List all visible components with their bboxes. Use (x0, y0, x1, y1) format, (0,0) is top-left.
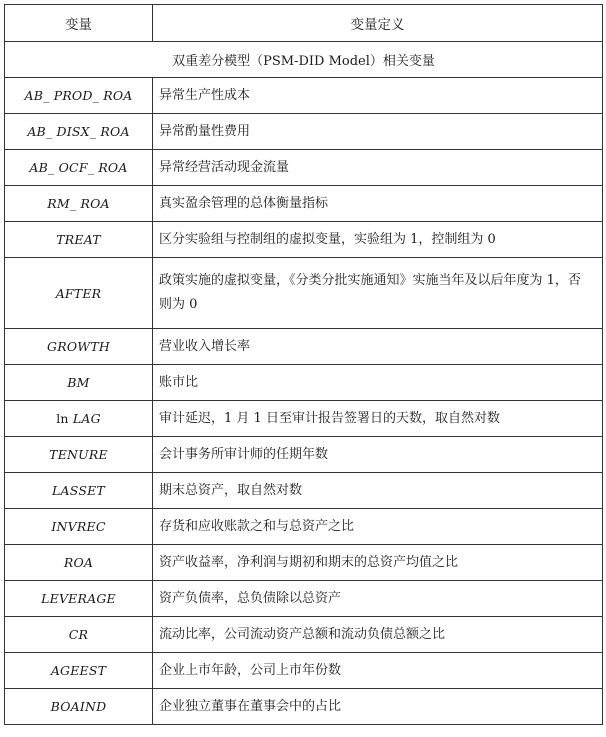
variable-name: CR (5, 617, 153, 653)
variable-definition: 营业收入增长率 (153, 329, 603, 365)
variable-name: LEVERAGE (5, 581, 153, 617)
variable-name: AGEEST (5, 653, 153, 689)
variable-name: TENURE (5, 437, 153, 473)
table-header-row (5, 5, 603, 42)
table-row (5, 509, 603, 545)
variable-name: LASSET (5, 473, 153, 509)
variable-definition: 存货和应收账款之和与总资产之比 (153, 509, 603, 545)
variable-name (5, 401, 153, 437)
variable-name: AB_ OCF_ ROA (5, 150, 153, 186)
table-row (5, 653, 603, 689)
variable-definition: 异常生产性成本 (153, 78, 603, 114)
variable-name: TREAT (5, 222, 153, 258)
table-row (5, 581, 603, 617)
table-row (5, 545, 603, 581)
variable-definition: 账市比 (153, 365, 603, 401)
variable-name: BOAIND (5, 689, 153, 725)
variable-name: AB_ DISX_ ROA (5, 114, 153, 150)
variable-definition: 企业上市年龄，公司上市年份数 (153, 653, 603, 689)
section-row (5, 42, 603, 78)
table-row (5, 473, 603, 509)
table-row (5, 222, 603, 258)
variable-definition: 会计事务所审计师的任期年数 (153, 437, 603, 473)
table-row (5, 186, 603, 222)
header-variable: 变量 (5, 5, 153, 42)
table-row (5, 114, 603, 150)
variable-name: INVREC (5, 509, 153, 545)
table-row (5, 401, 603, 437)
variable-definition: 区分实验组与控制组的虚拟变量，实验组为 1，控制组为 0 (153, 222, 603, 258)
variable-definition: 异常酌量性费用 (153, 114, 603, 150)
variable-name: AFTER (5, 258, 153, 329)
variable-definition: 资产负债率，总负债除以总资产 (153, 581, 603, 617)
table-row (5, 617, 603, 653)
variable-name: RM_ ROA (5, 186, 153, 222)
variable-definition: 期末总资产，取自然对数 (153, 473, 603, 509)
variable-name: BM (5, 365, 153, 401)
variable-definition: 异常经营活动现金流量 (153, 150, 603, 186)
variable-name: AB_ PROD_ ROA (5, 78, 153, 114)
table-row (5, 258, 603, 329)
variable-definition: 审计延迟，1 月 1 日至审计报告签署日的天数，取自然对数 (153, 401, 603, 437)
table-row (5, 329, 603, 365)
variable-definition: 政策实施的虚拟变量，《分类分批实施通知》实施当年及以后年度为 1，否则为 0 (153, 258, 603, 329)
header-definition: 变量定义 (153, 5, 603, 42)
table-row (5, 365, 603, 401)
variable-definition: 流动比率，公司流动资产总额和流动负债总额之比 (153, 617, 603, 653)
variable-name: GROWTH (5, 329, 153, 365)
variable-name-main: LAG (72, 411, 101, 426)
variable-definition-table (4, 4, 603, 725)
table-row (5, 150, 603, 186)
variable-name-prefix: ln (56, 411, 69, 426)
table-row (5, 689, 603, 725)
variable-definition: 真实盈余管理的总体衡量指标 (153, 186, 603, 222)
section-title: 双重差分模型（PSM-DID Model）相关变量 (5, 42, 603, 78)
table-row (5, 437, 603, 473)
variable-definition: 资产收益率，净利润与期初和期末的总资产均值之比 (153, 545, 603, 581)
table-row (5, 78, 603, 114)
variable-name: ROA (5, 545, 153, 581)
variable-definition: 企业独立董事在董事会中的占比 (153, 689, 603, 725)
